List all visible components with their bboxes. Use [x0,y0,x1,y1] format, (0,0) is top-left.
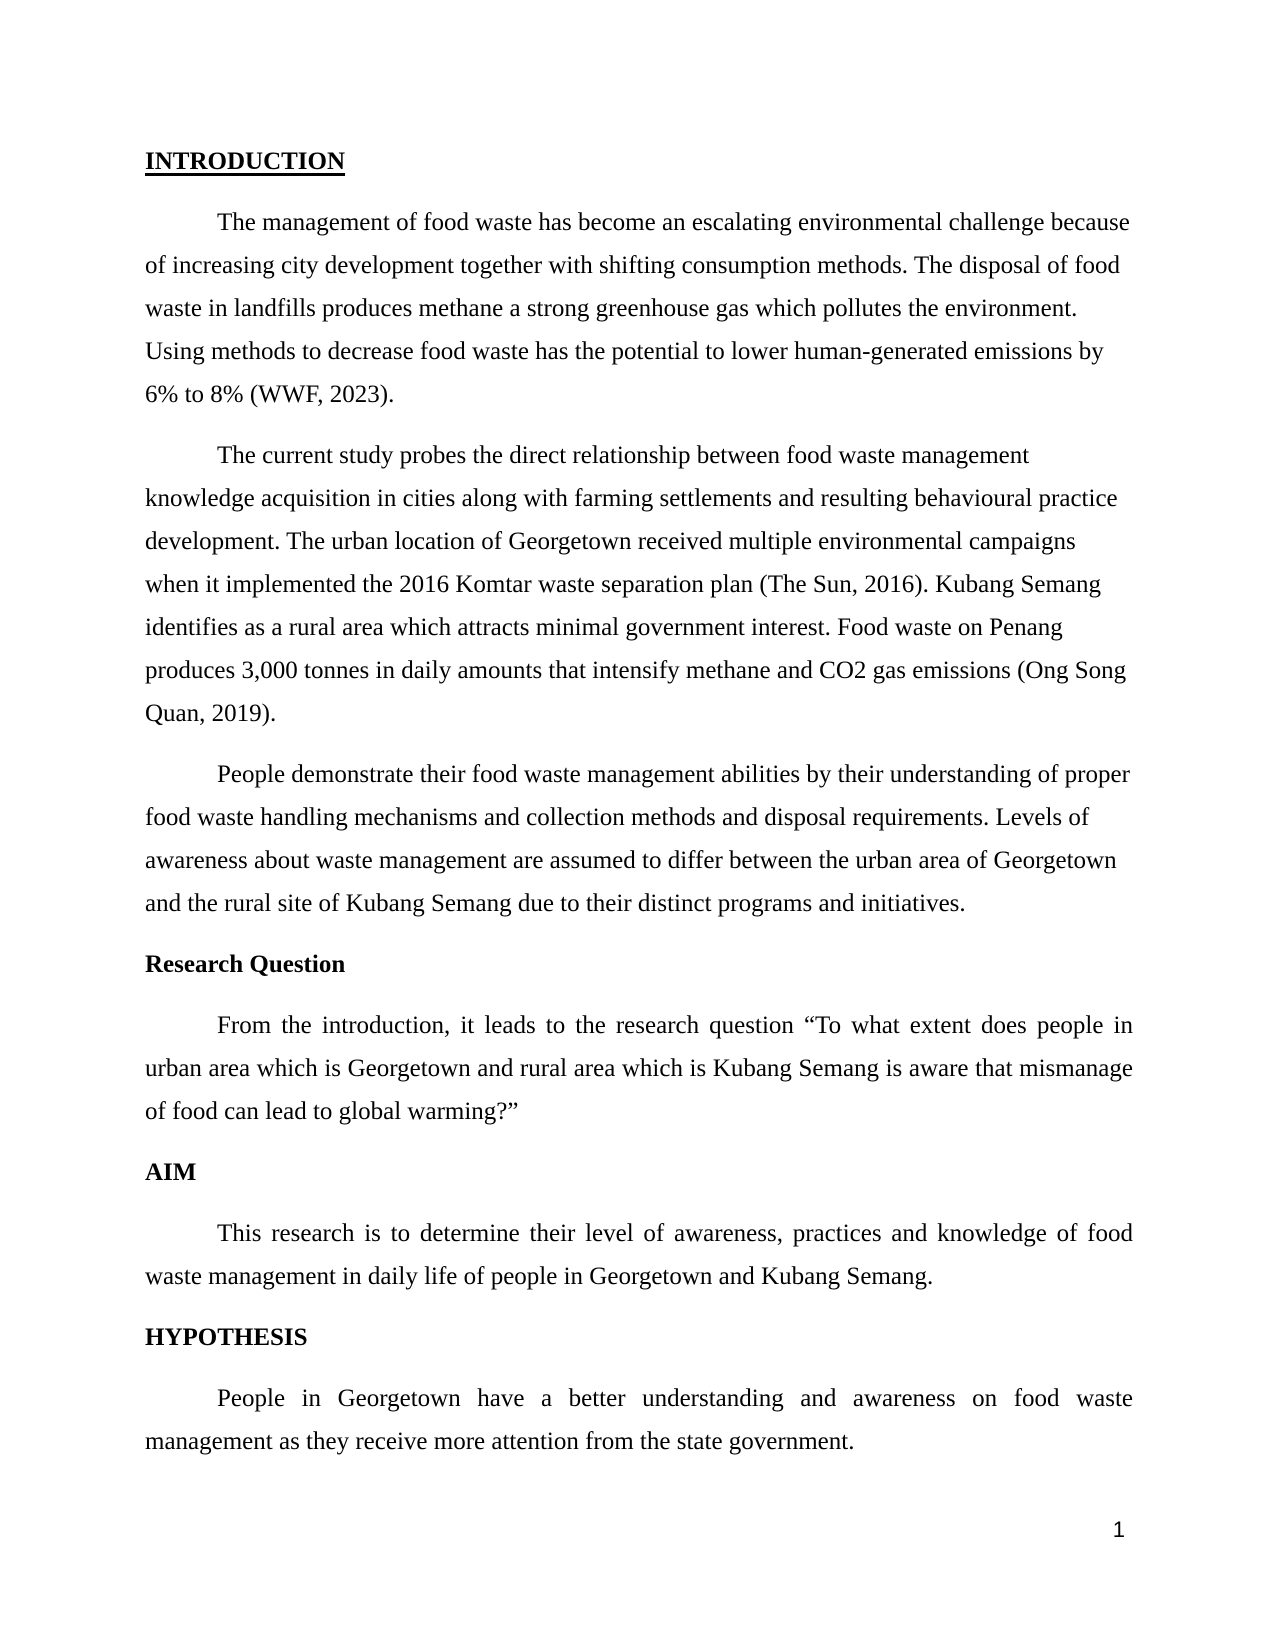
paragraph-intro-2: The current study probes the direct relationship between food waste management knowledge acquisition in cities along with farming settlements and resulting behavioural practice development. The urban location of Georgetown received multiple environmental campaigns when it implemented the 2016 Komtar waste separation plan (The Sun, 2016). Kubang Semang identifies as a rural area which attracts minimal government interest. Food waste on Penang produces 3,000 tonnes in daily amounts that intensify methane and CO2 gas emissions (Ong Song Quan, 2019). [145,442,1127,727]
paragraph-intro-3: People demonstrate their food waste management abilities by their understanding of proper food waste handling mechanisms and collection methods and disposal requirements. Levels of awareness about waste management are assumed to differ between the urban area of Georgetown and the rural site of Kubang Semang due to their distinct programs and initiatives. [145,761,1130,917]
heading-aim: AIM [145,1159,197,1186]
heading-hypothesis: HYPOTHESIS [145,1324,308,1351]
page-number: 1 [1112,1517,1125,1542]
section-heading-introduction: INTRODUCTION [145,148,346,175]
paragraph-aim: This research is to determine their level of awareness, practices and knowledge of food waste management in daily life of people in Georgetown and Kubang Semang. [145,1220,1133,1290]
paragraph-hypothesis: People in Georgetown have a better understanding and awareness on food waste management as they receive more attention from the state government. [145,1385,1133,1455]
paragraph-research-question: From the introduction, it leads to the research question “To what extent does people in urban area which is Georgetown and rural area which is Kubang Semang is aware that mismanage of food can lead to global warming?” [145,1012,1133,1125]
heading-research-question: Research Question [145,951,346,978]
paragraph-intro-1: The management of food waste has become an escalating environmental challenge because of increasing city development together with shifting consumption methods. The disposal of food waste in landfills produces methane a strong greenhouse gas which pollutes the environment. Using methods to decrease food waste has the potential to lower human-generated emissions by 6% to 8% (WWF, 2023). [145,209,1130,408]
